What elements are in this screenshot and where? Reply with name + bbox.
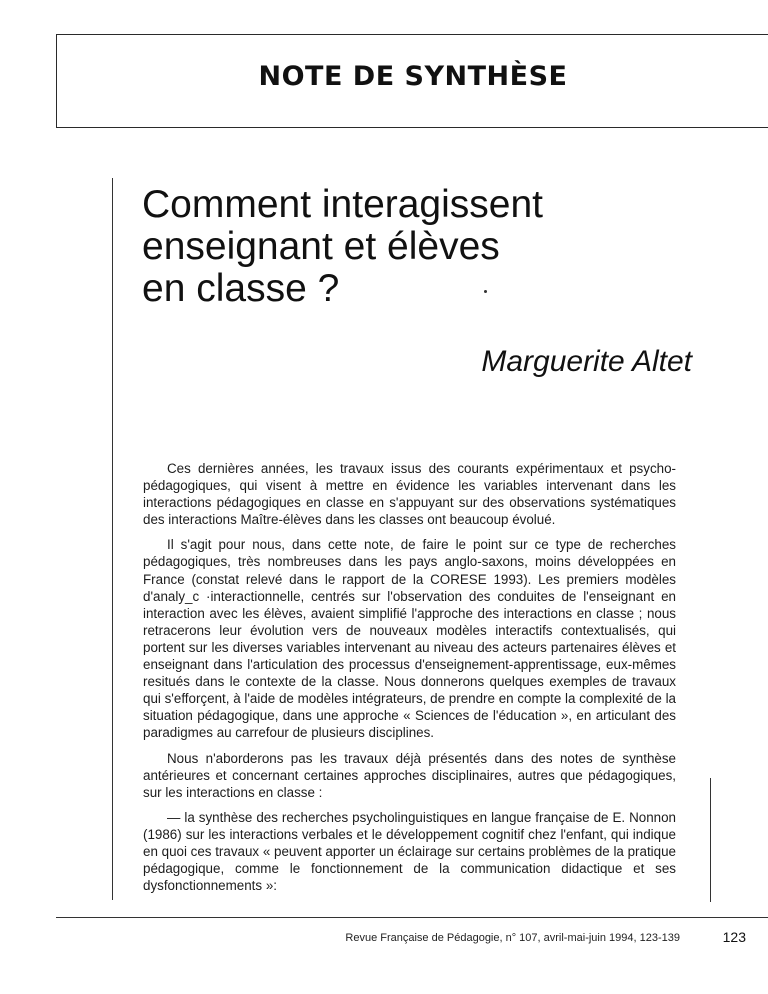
speck-mark [484, 290, 487, 293]
page-number: 123 [722, 929, 746, 945]
article-title [142, 184, 562, 310]
journal-citation: Revue Française de Pédagogie, n° 107, avril-mai-juin 1994, 123-139 [345, 932, 680, 944]
section-header-box [56, 34, 768, 128]
body-paragraph: Il s'agit pour nous, dans cette note, de faire le point sur ce type de recherches pédagogiques, très nombreuses dans les pays anglo-saxons, moins développées en France (constat relevé dans le rapport de la CORESE 1993). Les premiers modèles d'analy_c ·interactionnelle, centrés sur l'observation des conduites de l'enseignant en interaction avec les élèves, avaient simplifié l'approche des interactions en classe ; nous retracerons leur évolution vers de nouveaux modèles interactifs contextualisés, qui portent sur les diverses variables intervenant au niveau des acteurs partenaires élèves et enseignant dans l'articulation des processus d'enseignement-apprentissage, eux-mêmes resitués dans le contexte de la classe. Nous donnerons quelques exemples de travaux qui s'efforçent, à l'aide de modèles intégrateurs, de prendre en compte la complexité de la situation pédagogique, dans une approche « Sciences de l'éducation », en articulant des paradigmes au carrefour de plusieurs disciplines. [143, 537, 676, 741]
article-body [143, 460, 676, 894]
article-title-line: Comment interagissent [142, 183, 544, 226]
footer-rule [56, 917, 768, 918]
article-title-line: enseignant et élèves [142, 225, 500, 268]
body-paragraph: Ces dernières années, les travaux issus des courants expérimentaux et psycho-pédagogiques, qui visent à mettre en évidence les variables intervenant dans les interactions pédagogiques en classe en s'appuyant sur des observations systématiques des interactions Maître-élèves dans les classes ont beaucoup évolué. [143, 461, 676, 528]
body-paragraph: Nous n'aborderons pas les travaux déjà présentés dans des notes de synthèse antérieures et concernant certaines approches disciplinaires, autres que pédagogiques, sur les interactions en classe : [143, 750, 676, 800]
article-title-line: en classe ? [142, 267, 340, 310]
right-margin-rule [710, 778, 711, 902]
author-name: Marguerite Altet [481, 345, 692, 378]
body-paragraph: — la synthèse des recherches psycholinguistiques en langue française de E. Nonnon (1986) sur les interactions verbales et le développement cognitif chez l'enfant, qui indique en quoi ces travaux « peuvent apporter un éclairage sur certains problèmes de la pratique pédagogique, comme le fonctionnement de la communication didactique et ses dysfonctionnements »: [143, 809, 676, 894]
left-margin-rule [112, 178, 113, 900]
section-title: NOTE DE SYNTHÈSE [258, 61, 568, 92]
